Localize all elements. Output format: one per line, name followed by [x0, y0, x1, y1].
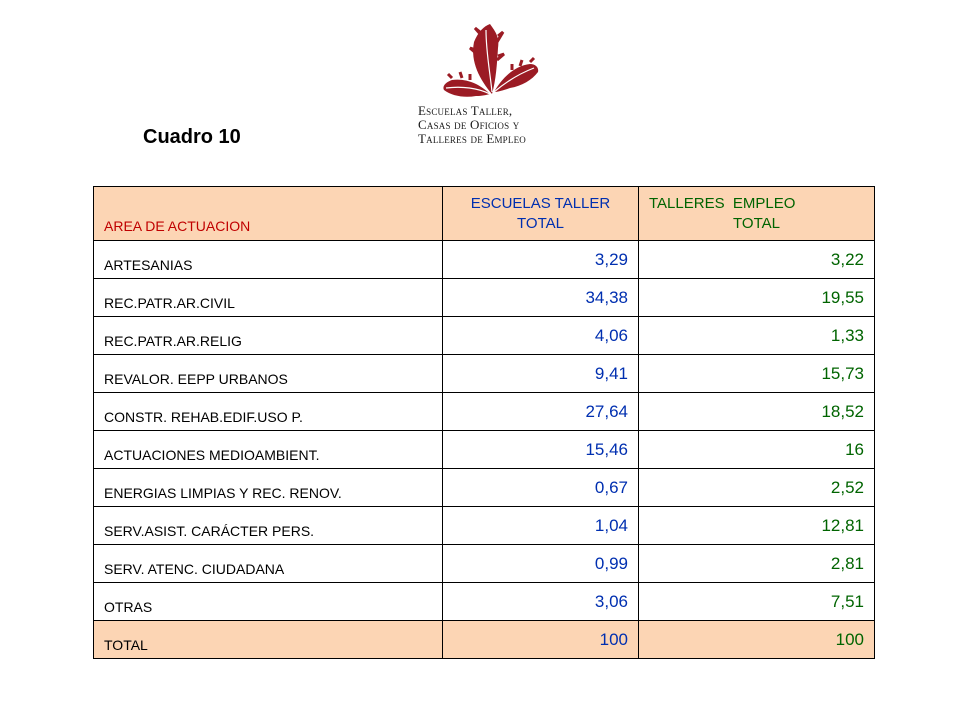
row-escuelas-value: 3,06 [443, 583, 639, 621]
table-row [94, 469, 875, 507]
header-escuelas [443, 187, 639, 241]
table-row [94, 317, 875, 355]
row-escuelas-value: 4,06 [443, 317, 639, 355]
row-talleres-value: 15,73 [639, 355, 875, 393]
row-escuelas-value: 1,04 [443, 507, 639, 545]
table-header-row [94, 187, 875, 241]
header-escuelas-line2: TOTAL [517, 214, 564, 232]
row-talleres-value: 3,22 [639, 241, 875, 279]
header-talleres [639, 187, 875, 241]
row-escuelas-value: 27,64 [443, 393, 639, 431]
row-talleres-value: 16 [639, 431, 875, 469]
row-escuelas-value: 9,41 [443, 355, 639, 393]
table-row [94, 583, 875, 621]
table-row [94, 241, 875, 279]
holly-leaves-icon [440, 22, 540, 102]
row-area: REVALOR. EEPP URBANOS [94, 355, 443, 393]
header-area: AREA DE ACTUACION [94, 187, 443, 241]
row-talleres-value: 7,51 [639, 583, 875, 621]
table-row [94, 355, 875, 393]
row-escuelas-value: 3,29 [443, 241, 639, 279]
logo-text [418, 104, 568, 146]
row-talleres-value: 2,81 [639, 545, 875, 583]
row-area: REC.PATR.AR.RELIG [94, 317, 443, 355]
row-talleres-value: 19,55 [639, 279, 875, 317]
row-escuelas-value: 0,99 [443, 545, 639, 583]
logo-line-2: Casas de Oficios y [418, 117, 520, 132]
row-area: REC.PATR.AR.CIVIL [94, 279, 443, 317]
row-area: CONSTR. REHAB.EDIF.USO P. [94, 393, 443, 431]
table-row [94, 393, 875, 431]
row-escuelas-value: 15,46 [443, 431, 639, 469]
row-talleres-value: 2,52 [639, 469, 875, 507]
table-row [94, 431, 875, 469]
data-table [93, 186, 875, 659]
row-area: SERV. ATENC. CIUDADANA [94, 545, 443, 583]
logo-line-3: Talleres de Empleo [418, 131, 526, 146]
table-row [94, 279, 875, 317]
header-talleres-line1: TALLERES EMPLEO [649, 194, 796, 212]
row-escuelas-value: 34,38 [443, 279, 639, 317]
header-talleres-line2: TOTAL [733, 214, 780, 232]
row-area: ARTESANIAS [94, 241, 443, 279]
table-total-row [94, 621, 875, 659]
table-row [94, 507, 875, 545]
header-escuelas-line1: ESCUELAS TALLER [470, 194, 611, 212]
row-talleres-value: 18,52 [639, 393, 875, 431]
row-escuelas-value: 0,67 [443, 469, 639, 507]
logo [410, 22, 570, 157]
row-talleres-value: 12,81 [639, 507, 875, 545]
total-talleres-value: 100 [639, 621, 875, 659]
row-area: ENERGIAS LIMPIAS Y REC. RENOV. [94, 469, 443, 507]
total-area: TOTAL [94, 621, 443, 659]
table-row [94, 545, 875, 583]
total-escuelas-value: 100 [443, 621, 639, 659]
page-title: Cuadro 10 [143, 126, 241, 148]
row-talleres-value: 1,33 [639, 317, 875, 355]
row-area: ACTUACIONES MEDIOAMBIENT. [94, 431, 443, 469]
row-area: OTRAS [94, 583, 443, 621]
row-area: SERV.ASIST. CARÁCTER PERS. [94, 507, 443, 545]
logo-line-1: Escuelas Taller, [418, 103, 513, 118]
